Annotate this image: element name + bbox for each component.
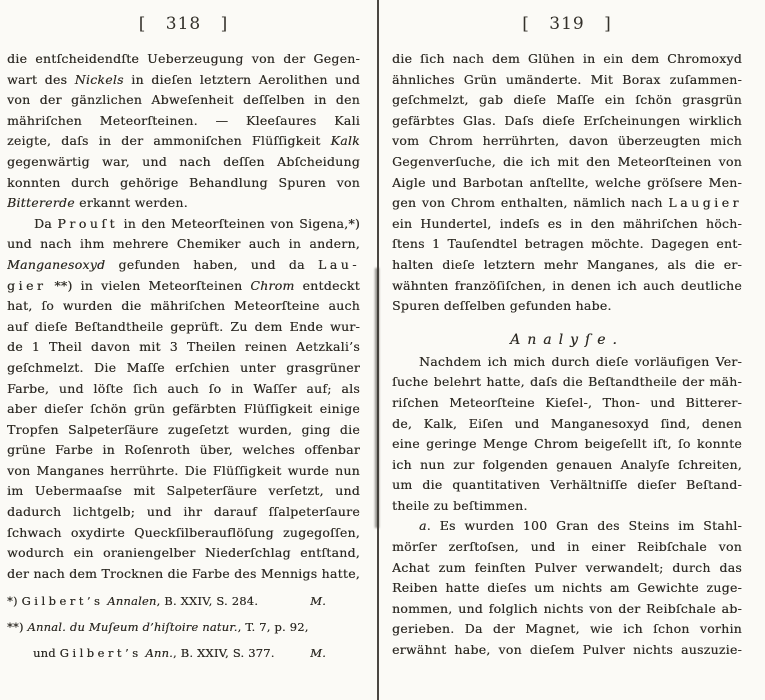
text-line: zeigte, daſs in der ammoniſchen Flüſſigkeit Kalk bbox=[7, 133, 360, 149]
text-line: um die quantitativen Verhältniſſe dieſer Beſtand- bbox=[392, 477, 742, 493]
left-page bbox=[7, 0, 360, 700]
text-line: der nach dem Trocknen die Farbe des Mennigs hatte, bbox=[7, 565, 360, 581]
text-line: Reiben hatte dieſes um nichts am Gewichte zuge- bbox=[392, 580, 742, 596]
text-line: konnten durch gehörige Behandlung Spuren von bbox=[7, 174, 360, 190]
text-line: ähnliches Grün umänderte. Mit Borax zuſammen- bbox=[392, 71, 742, 87]
text-line: die ſich nach dem Glühen in ein dem Chromoxyd bbox=[392, 51, 742, 66]
text-line: erwähnt habe, von dieſem Pulver nichts auszuzie- bbox=[392, 642, 742, 658]
footnote-line bbox=[7, 588, 360, 614]
text-line: theile zu beſtimmen. bbox=[392, 497, 528, 513]
text-line: vom Chrom herrührten, davon überzeugten mich bbox=[392, 133, 742, 149]
right-page bbox=[392, 0, 742, 700]
text-line: Aigle und Barbotan anſtellte, welche gröſsere Men- bbox=[392, 174, 742, 190]
text-line: Bittererde erkannt werden. bbox=[7, 195, 188, 211]
text-line: gen von Chrom enthalten, nämlich nach Laugier bbox=[392, 195, 742, 211]
footnote-text: und Gilbert’s Ann., B. XXIV, S. 377. bbox=[33, 646, 275, 660]
text-line: nommen, und folglich nichts von der Reibſchale ab- bbox=[392, 600, 742, 616]
text-line: ein Hundertel, indeſs es in den mähriſchen höch- bbox=[392, 215, 742, 231]
text-line: ich nun zur folgenden genauen Analyſe ſchreiten, bbox=[392, 456, 742, 472]
footnote-line bbox=[7, 640, 360, 666]
text-line: von Manganes herrührte. Die Flüſſigkeit wurde nun bbox=[7, 462, 360, 478]
text-line: gier **) in vielen Meteorſteinen Chrom entdeckt bbox=[7, 277, 360, 293]
text-line: Achat zum feinſten Pulver verwandelt; durch das bbox=[392, 559, 742, 575]
text-line: geſchmelzt. Die Maſſe erſchien unter grasgrüner bbox=[7, 359, 360, 375]
page-body bbox=[7, 49, 360, 584]
page-body bbox=[392, 49, 742, 661]
footnote-text: **) Annal. du Muſeum d’hiſtoire natur., T. 7, p. 92, bbox=[7, 620, 309, 634]
text-line: de 1 Theil davon mit 3 Theilen reinen Aetzkali’s bbox=[7, 339, 360, 355]
text-line: Spuren deſſelben gefunden habe. bbox=[392, 298, 612, 314]
text-line: Nachdem ich mich durch dieſe vorläufigen Ver- bbox=[419, 353, 742, 369]
text-line: Da Prouſt in den Meteorſteinen von Sigena,*) bbox=[34, 215, 360, 231]
footnote-line bbox=[7, 614, 360, 640]
footnote-author-initial: M. bbox=[310, 646, 326, 660]
gutter-line bbox=[377, 0, 379, 700]
footnote-text: *) Gilbert’s Annalen, B. XXIV, S. 284. bbox=[7, 594, 259, 608]
text-line: geſchmelzt, gab dieſe Maſſe ein ſchön grasgrün bbox=[392, 92, 742, 108]
text-line: riſchen Meteorſteine Kieſel-, Thon- und Bitterer- bbox=[392, 394, 742, 410]
text-line: gegenwärtig war, und nach deſſen Abſcheidung bbox=[7, 153, 360, 169]
text-line: die entſcheidendſte Ueberzeugung von der Gegen- bbox=[7, 51, 360, 66]
text-line: im Uebermaaſse mit Salpeterſäure verſetzt, und bbox=[7, 483, 360, 499]
text-line: gefärbtes Glas. Daſs dieſe Erſcheinungen wirklich bbox=[392, 112, 742, 128]
text-line: Tropfen Salpeterſäure zugeſetzt wurden, ging die bbox=[7, 421, 360, 437]
footnotes bbox=[7, 588, 360, 666]
text-line: aber dieſer ſchön grün gefärbten Flüſſigkeit einige bbox=[7, 401, 360, 417]
text-line: a. Es wurden 100 Gran des Steins im Stahl- bbox=[419, 518, 742, 534]
text-line: grüne Farbe in Roſenroth über, welches offenbar bbox=[7, 442, 360, 458]
text-line: mähriſchen Meteorſteinen. — Kleeſaures Kali bbox=[7, 112, 360, 128]
text-line: halten dieſe letztern mehr Manganes, als die er- bbox=[392, 256, 742, 272]
text-line: ſtens 1 Tauſendtel betragen möchte. Dagegen ent- bbox=[392, 236, 742, 252]
text-line: eine geringe Menge Chrom beigeſellt iſt, ſo konnte bbox=[392, 436, 742, 452]
text-line: Gegenverſuche, die ich mit den Meteorſteinen von bbox=[392, 153, 742, 169]
text-line: wähnten franzöſiſchen, in denen ich auch deutliche bbox=[392, 277, 742, 293]
text-line: ſuche belehrt hatte, daſs die Beſtandtheile der mäh- bbox=[392, 374, 742, 390]
text-line: wodurch ein oraniengelber Niederſchlag entſtand, bbox=[7, 545, 360, 561]
text-line: Manganesoxyd gefunden haben, und da Lau- bbox=[7, 256, 360, 272]
text-line: von der gänzlichen Abweſenheit deſſelben in den bbox=[7, 92, 360, 108]
text-line: auf dieſe Beſtandtheile geprüft. Zu dem Ende wur- bbox=[7, 318, 360, 334]
footnote-author-initial: M. bbox=[310, 594, 326, 608]
text-line: mörſer zerſtoſsen, und in einer Reibſchale von bbox=[392, 539, 742, 555]
text-line: dadurch lichtgelb; und ihr darauf ſſalpeterſaure bbox=[7, 504, 360, 520]
text-line: de, Kalk, Eiſen und Manganesoxyd ſind, denen bbox=[392, 415, 742, 431]
text-line: und nach ihm mehrere Chemiker auch in andern, bbox=[7, 236, 360, 252]
text-line: gerieben. Da der Magnet, wie ich ſchon vorhin bbox=[392, 621, 742, 637]
section-heading: Analyſe. bbox=[510, 331, 624, 348]
page-number: [ 318 ] bbox=[138, 14, 229, 34]
page-number: [ 319 ] bbox=[522, 14, 612, 34]
text-line: ſchwach oxydirte Queckſilberauflöſung zugegoſſen, bbox=[7, 524, 360, 540]
text-line: Farbe, und löſte ſich auch ſo in Waſſer auf; als bbox=[7, 380, 360, 396]
text-line: hat, ſo wurden die mähriſchen Meteorſteine auch bbox=[7, 298, 360, 314]
gutter-shadow bbox=[375, 268, 379, 528]
text-line: wart des Nickels in dieſen letztern Aerolithen und bbox=[7, 71, 360, 87]
